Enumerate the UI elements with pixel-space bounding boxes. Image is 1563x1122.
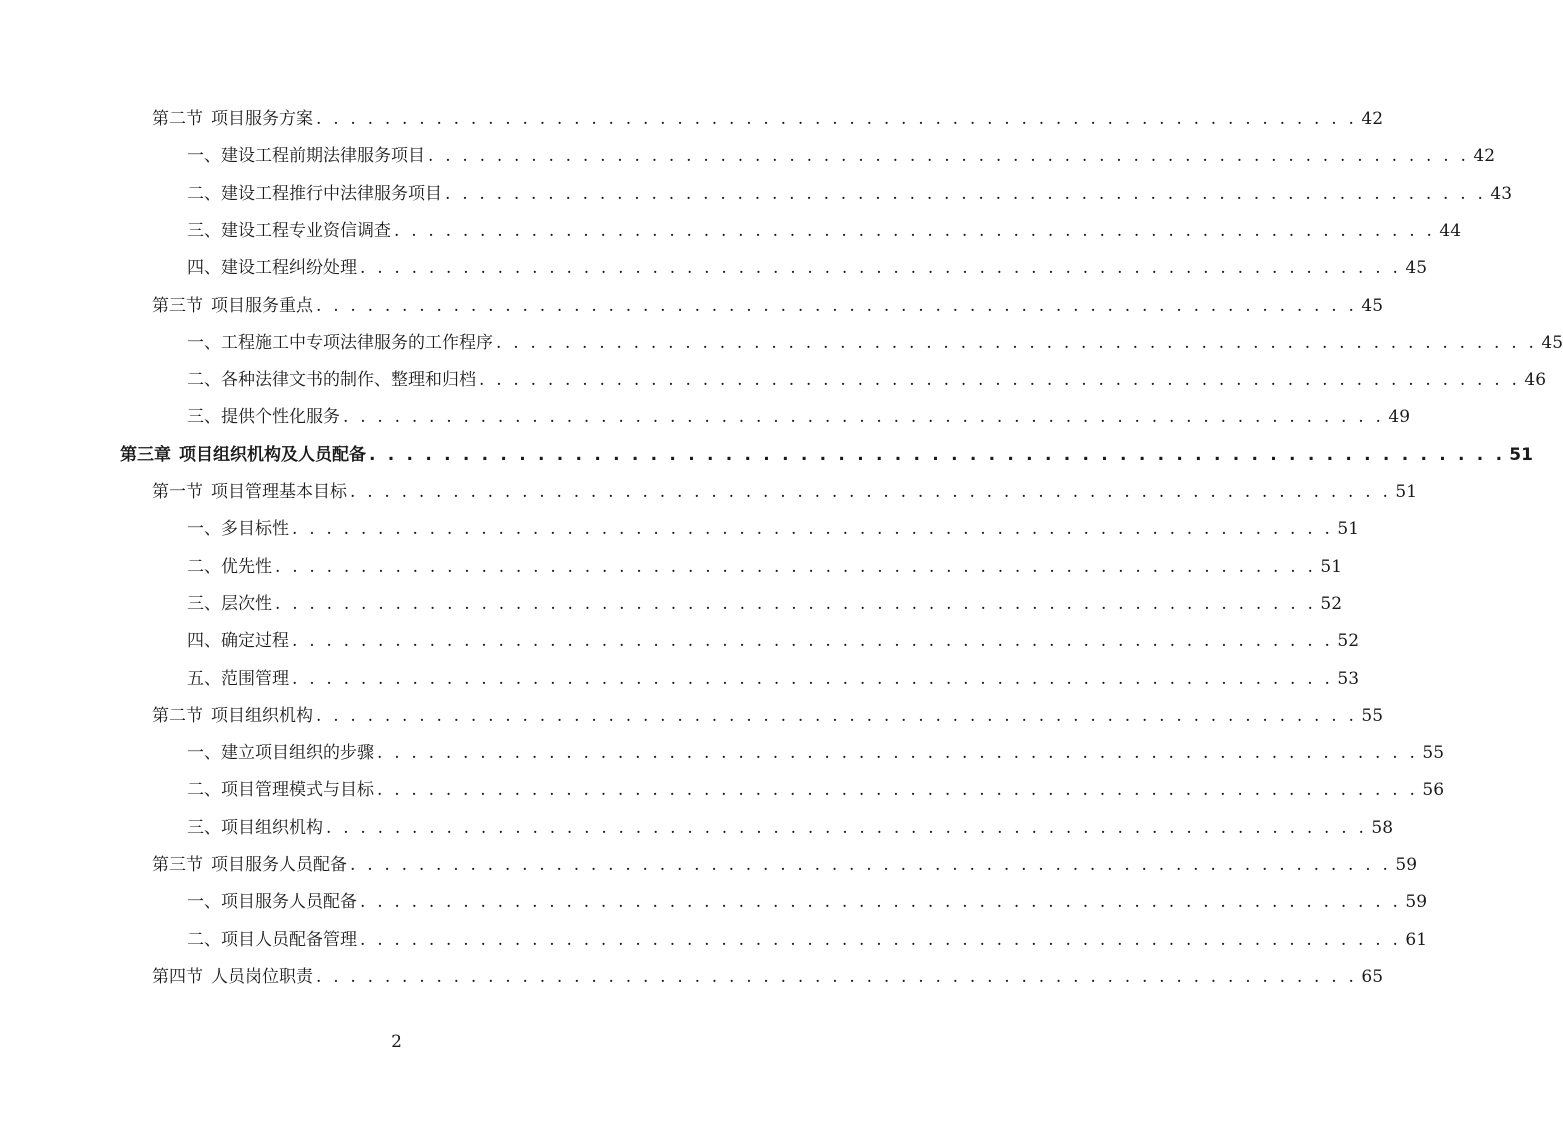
toc-entry[interactable]	[152, 474, 1418, 511]
toc-dot-leader: . . . . . . . . . . . . . . . . . . . . . . . . . . . . . . . . . . . . . . . . . . . . . . . . . . . . . . . . . . . . .	[350, 482, 1392, 502]
toc-entry-title: 提供个性化服务	[221, 407, 340, 428]
toc-entry[interactable]	[152, 101, 1384, 138]
toc-dot-leader: . . . . . . . . . . . . . . . . . . . . . . . . . . . . . . . . . . . . . . . . . . . . . . . . . . . . . . . . . . . . .	[316, 295, 1358, 316]
toc-entry-title: 建设工程纠纷处理	[221, 258, 357, 279]
toc-entry[interactable]	[152, 698, 1384, 735]
toc-entry-page: 51	[1337, 519, 1360, 540]
toc-dot-leader: . . . . . . . . . . . . . . . . . . . . . . . . . . . . . . . . . . . . . . . . . . . . . . . . . . . . . . . . . . . . .	[326, 817, 1368, 838]
toc-entry-page: 51	[1509, 444, 1533, 465]
toc-entry-page: 44	[1439, 220, 1462, 241]
toc-entry[interactable]	[152, 288, 1384, 325]
toc-entry-title: 工程施工中专项法律服务的工作程序	[221, 332, 493, 353]
toc-entry-title: 建设工程前期法律服务项目	[221, 146, 425, 167]
toc-entry-title: 项目组织机构	[221, 817, 323, 838]
toc-dot-leader: . . . . . . . . . . . . . . . . . . . . . . . . . . . . . . . . . . . . . . . . . . . . . . . . . . . . . . . . . . . . .	[377, 743, 1419, 764]
toc-entry[interactable]	[187, 586, 1343, 623]
toc-dot-leader: . . . . . . . . . . . . . . . . . . . . . . . . . . . . . . . . . . . . . . . . . . . . . . . . . . . . . . . . . . . . .	[316, 705, 1358, 726]
toc-entry-title: 项目管理模式与目标	[221, 780, 374, 801]
toc-dot-leader: . . . . . . . . . . . . . . . . . . . . . . . . . . . . . . . . . . . . . . . . . . . . . . . . . . . . . . . . . . . . .	[292, 519, 1334, 540]
toc-entry-page: 45	[1361, 295, 1384, 316]
toc-entry-page: 51	[1395, 482, 1418, 502]
toc-entry[interactable]	[187, 176, 1513, 213]
toc-dot-leader: . . . . . . . . . . . . . . . . . . . . . . . . . . . . . . . . . . . . . . . . . . . . . . . . . . . . . . . . . . . . .	[275, 593, 1317, 614]
toc-entry-number: 第二节	[152, 109, 203, 129]
toc-entry-page: 45	[1405, 258, 1428, 279]
toc-dot-leader: . . . . . . . . . . . . . . . . . . . . . . . . . . . . . . . . . . . . . . . . . . . . . . . . . . . . . . . . . . . . .	[445, 183, 1487, 204]
page-number: 2	[391, 1032, 402, 1052]
toc-entry-title: 建设工程专业资信调查	[221, 220, 391, 241]
toc-dot-leader: . . . . . . . . . . . . . . . . . . . . . . . . . . . . . . . . . . . . . . . . . . . . . . . . . . . . . . . . . . . . .	[428, 146, 1470, 167]
toc-entry-number: 第二节	[152, 705, 203, 726]
toc-entry-number: 第三章	[120, 444, 171, 465]
toc-entry[interactable]	[187, 325, 1563, 362]
toc-entry[interactable]	[187, 549, 1343, 586]
toc-entry-title: 各种法律文书的制作、整理和归档	[221, 370, 476, 391]
toc-dot-leader: . . . . . . . . . . . . . . . . . . . . . . . . . . . . . . . . . . . . . . . . . . . . . . . . . . . . . . . . . . . . .	[275, 556, 1317, 577]
toc-entry[interactable]	[120, 437, 1533, 474]
toc-entry-number: 五、	[187, 668, 221, 689]
toc-entry-page: 55	[1361, 705, 1384, 726]
toc-dot-leader: . . . . . . . . . . . . . . . . . . . . . . . . . . . . . . . . . . . . . . . . . . . . . . . . . . . . . . . . . . . . .	[377, 780, 1419, 801]
toc-entry-page: 52	[1337, 631, 1360, 652]
toc-entry-number: 第三节	[152, 295, 203, 316]
toc-entry[interactable]	[187, 250, 1428, 287]
toc-entry-number: 一、	[187, 519, 221, 540]
toc-entry-number: 一、	[187, 146, 221, 167]
toc-entry-page: 53	[1337, 668, 1360, 689]
toc-dot-leader: . . . . . . . . . . . . . . . . . . . . . . . . . . . . . . . . . . . . . . . . . . . . . . . . . . . . . . . . . . . . .	[479, 370, 1521, 391]
toc-entry-page: 56	[1422, 780, 1445, 801]
toc-entry-title: 项目管理基本目标	[211, 482, 347, 502]
toc-entry-number: 一、	[187, 892, 221, 913]
toc-dot-leader: . . . . . . . . . . . . . . . . . . . . . . . . . . . . . . . . . . . . . . . . . . . . . . . . . . . . . . . . . . . . .	[496, 332, 1538, 353]
toc-entry[interactable]	[152, 959, 1384, 996]
toc-dot-leader: . . . . . . . . . . . . . . . . . . . . . . . . . . . . . . . . . . . . . . . . . . . . . . . . . . . . . . . . . . . . .	[350, 855, 1392, 875]
toc-entry-title: 项目组织机构及人员配备	[179, 444, 366, 465]
toc-entry[interactable]	[187, 810, 1394, 847]
toc-entry-number: 一、	[187, 743, 221, 764]
toc-entry-title: 优先性	[221, 556, 272, 577]
toc-entry-page: 65	[1361, 966, 1384, 987]
toc-entry-page: 42	[1361, 109, 1384, 129]
toc-entry-title: 项目服务重点	[211, 295, 313, 316]
toc-entry-title: 建设工程推行中法律服务项目	[221, 183, 442, 204]
toc-entry-title: 多目标性	[221, 519, 289, 540]
toc-entry-number: 二、	[187, 183, 221, 204]
toc-entry-number: 第三节	[152, 855, 203, 875]
toc-entry-title: 项目人员配备管理	[221, 929, 357, 950]
toc-entry-title: 项目组织机构	[211, 705, 313, 726]
toc-entry-number: 三、	[187, 407, 221, 428]
toc-entry-page: 58	[1371, 817, 1394, 838]
toc-entry-page: 61	[1405, 929, 1428, 950]
toc-entry-number: 二、	[187, 370, 221, 391]
toc-entry[interactable]	[187, 399, 1411, 436]
toc-entry-page: 43	[1490, 183, 1513, 204]
toc-entry-page: 51	[1320, 556, 1343, 577]
toc-entry[interactable]	[187, 661, 1360, 698]
toc-entry-number: 二、	[187, 556, 221, 577]
toc-entry[interactable]	[187, 884, 1428, 921]
toc-entry[interactable]	[187, 362, 1547, 399]
toc-entry-title: 项目服务方案	[211, 109, 313, 129]
toc-entry-page: 52	[1320, 593, 1343, 614]
toc-entry-title: 项目服务人员配备	[211, 855, 347, 875]
toc-dot-leader: . . . . . . . . . . . . . . . . . . . . . . . . . . . . . . . . . . . . . . . . . . . . . . . . . . . . . . . . . . . . .	[292, 668, 1334, 689]
toc-entry[interactable]	[187, 772, 1445, 809]
toc-entry-title: 层次性	[221, 593, 272, 614]
toc-entry-number: 第一节	[152, 482, 203, 502]
toc-dot-leader: . . . . . . . . . . . . . . . . . . . . . . . . . . . . . . . . . . . . . . . . . . . . . . . . . . . . . . . . . . . . .	[360, 929, 1402, 950]
toc-entry[interactable]	[187, 623, 1360, 660]
toc-entry-number: 三、	[187, 593, 221, 614]
toc-entry-page: 46	[1524, 370, 1547, 391]
toc-entry-page: 59	[1405, 892, 1428, 913]
toc-dot-leader: . . . . . . . . . . . . . . . . . . . . . . . . . . . . . . . . . . . . . . . . . . . . . . . . . . . . . . . . . . . . .	[292, 631, 1334, 652]
toc-entry-title: 建立项目组织的步骤	[221, 743, 374, 764]
toc-entry-number: 二、	[187, 929, 221, 950]
toc-entry-number: 三、	[187, 817, 221, 838]
toc-entry[interactable]	[187, 138, 1496, 175]
toc-entry-page: 49	[1388, 407, 1411, 428]
toc-dot-leader: . . . . . . . . . . . . . . . . . . . . . . . . . . . . . . . . . . . . . . . . . . . . . . . . . . . . . . . . . . . . .	[360, 892, 1402, 913]
toc-entry-title: 范围管理	[221, 668, 289, 689]
toc-entry-number: 四、	[187, 258, 221, 279]
toc-entry-page: 59	[1395, 855, 1418, 875]
toc-entry-title: 确定过程	[221, 631, 289, 652]
toc-entry-title: 项目服务人员配备	[221, 892, 357, 913]
toc-entry-number: 二、	[187, 780, 221, 801]
toc-dot-leader: . . . . . . . . . . . . . . . . . . . . . . . . . . . . . . . . . . . . . . . . . . . . . . . . . . . . . . . . . . . . .	[343, 407, 1385, 428]
toc-dot-leader: . . . . . . . . . . . . . . . . . . . . . . . . . . . . . . . . . . . . . . . . . . . . . . . . . . . . . . . . . . . . .	[369, 444, 1506, 465]
toc-entry[interactable]	[187, 922, 1428, 959]
toc-entry-page: 55	[1422, 743, 1445, 764]
toc-entry-number: 四、	[187, 631, 221, 652]
toc-entry-number: 三、	[187, 220, 221, 241]
toc-entry-page: 42	[1473, 146, 1496, 167]
toc-entry-number: 一、	[187, 332, 221, 353]
toc-entry[interactable]	[187, 735, 1445, 772]
toc-entry-page: 45	[1541, 332, 1563, 353]
toc-entry-number: 第四节	[152, 966, 203, 987]
toc-dot-leader: . . . . . . . . . . . . . . . . . . . . . . . . . . . . . . . . . . . . . . . . . . . . . . . . . . . . . . . . . . . . .	[316, 109, 1358, 129]
toc-entry-title: 人员岗位职责	[211, 966, 313, 987]
toc-entry[interactable]	[187, 511, 1360, 548]
toc-entry[interactable]	[152, 847, 1418, 884]
toc-dot-leader: . . . . . . . . . . . . . . . . . . . . . . . . . . . . . . . . . . . . . . . . . . . . . . . . . . . . . . . . . . . . .	[316, 966, 1358, 987]
toc-dot-leader: . . . . . . . . . . . . . . . . . . . . . . . . . . . . . . . . . . . . . . . . . . . . . . . . . . . . . . . . . . . . .	[394, 220, 1436, 241]
toc-entry[interactable]	[187, 213, 1462, 250]
toc-dot-leader: . . . . . . . . . . . . . . . . . . . . . . . . . . . . . . . . . . . . . . . . . . . . . . . . . . . . . . . . . . . . .	[360, 258, 1402, 279]
